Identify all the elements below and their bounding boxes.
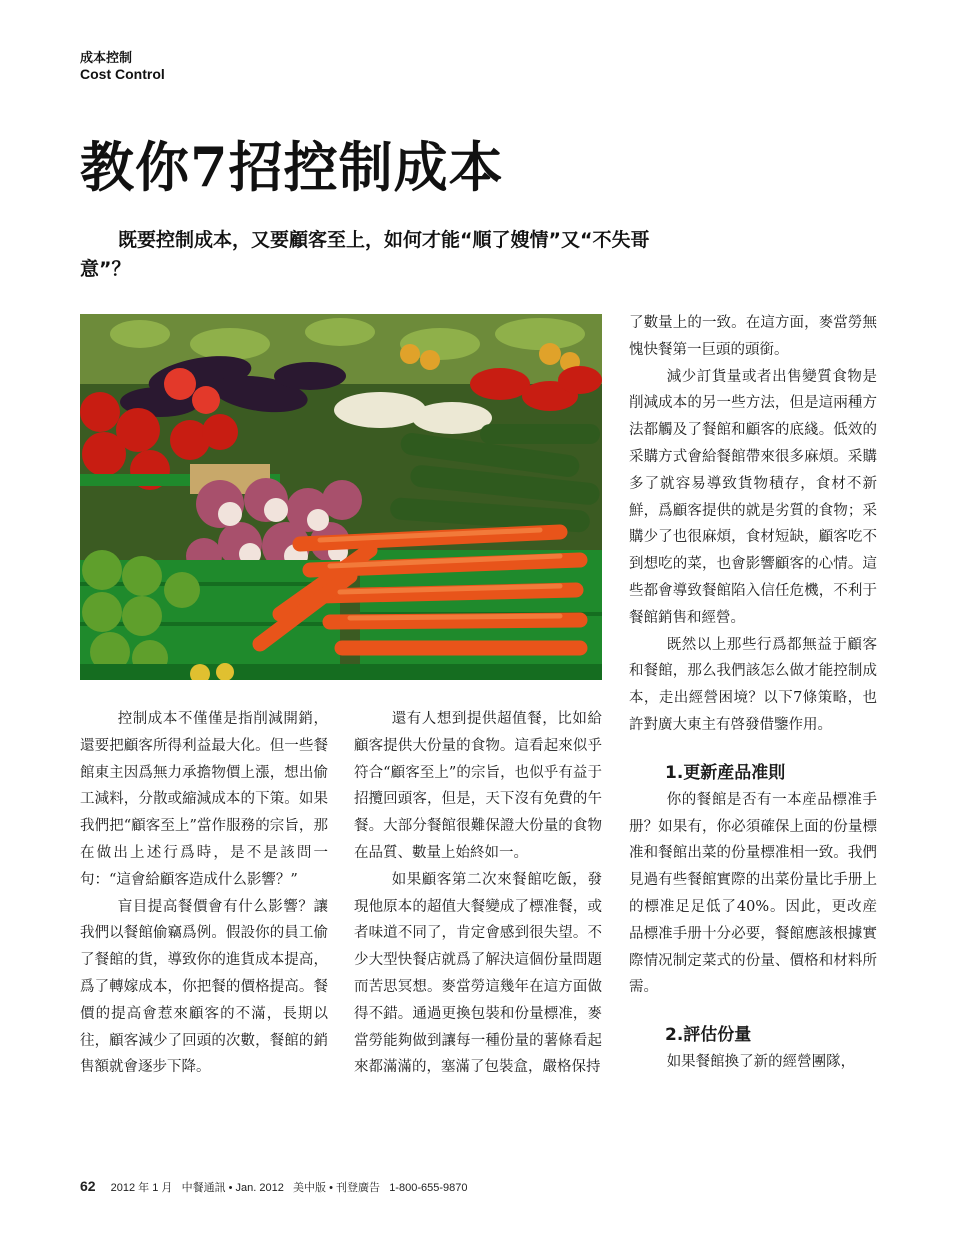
paragraph: 你的餐館是否有一本産品標准手册？如果有，你必須確保上面的份量標准和餐館出菜的份量標准相一致。我們見過有些餐館實際的出菜份量比手册上的標准足足低了40%。因此，更改産品標准手册十分必要，餐館應該根據實際情况制定菜式的份量、價格和材料所需。 <box>629 791 877 996</box>
page-number: 62 <box>80 1178 96 1194</box>
article-subtitle: 既要控制成本，又要顧客至上，如何才能“順了嫂情”又“不失哥意”？ <box>80 229 650 280</box>
spacer <box>629 1001 877 1021</box>
advertising-phone: 1-800-655-9870 <box>389 1182 468 1194</box>
spacer <box>629 739 877 759</box>
body-column-3 <box>629 310 877 1076</box>
section-label-en: Cost Control <box>80 65 165 82</box>
paragraph: 控制成本不僅僅是指削減開銷，還要把顧客所得利益最大化。但一些餐館東主因爲無力承擔物價上漲，想出偷工減料，分散或縮減成本的下策。如果我們把“顧客至上”當作服務的宗旨，那在做出上述行爲時，是不是該問一句：“這會給顧客造成什么影響？” <box>80 711 328 888</box>
produce-photo <box>80 314 602 680</box>
publication-name: 中餐通訊 • Jan. 2012 <box>181 1182 284 1194</box>
paragraph: 了數量上的一致。在這方面，麥當勞無愧快餐第一巨頭的頭銜。 <box>629 315 877 358</box>
section-heading-1: 1.更新産品准則 <box>665 762 786 783</box>
section-tag <box>80 50 165 82</box>
edition-label: 美中版 • 刊登廣告 <box>293 1182 381 1194</box>
produce-photo-illustration <box>80 314 602 680</box>
article-title: 教你7招控制成本 <box>80 135 504 199</box>
section-label-zh: 成本控制 <box>80 50 133 65</box>
body-column-2 <box>354 706 602 1081</box>
paragraph: 還有人想到提供超值餐，比如給顧客提供大份量的食物。這看起來似乎符合“顧客至上”的宗旨，也似乎有益于招攬回頭客，但是，天下沒有免費的午餐。大部分餐館很難保證大份量的食物在品質、數量上始終如一。 <box>354 711 602 861</box>
section-heading-2: 2.評估份量 <box>665 1025 752 1046</box>
paragraph: 如果餐館換了新的經營團隊， <box>666 1054 856 1071</box>
paragraph: 減少訂貨量或者出售變質食物是削減成本的另一些方法，但是這兩種方法都觸及了餐館和顧客的底綫。低效的采購方式會給餐館帶來很多麻煩。采購多了就容易導致貨物積存，食材不新鮮，爲顧客提供的就是劣質的食物；采購少了也很麻煩，食材短缺，顧客吃不到想吃的菜，也會影響顧客的心情。這些都會導致餐館陷入信任危機，不利于餐館銷售和經營。 <box>629 368 877 626</box>
body-column-1 <box>80 706 328 1081</box>
page-footer <box>80 1178 467 1195</box>
paragraph: 如果顧客第二次來餐館吃飯，發現他原本的超值大餐變成了標准餐，或者味道不同了，肯定會感到很失望。不少大型快餐店就爲了解決這個份量問題而苦思冥想。麥當勞這幾年在這方面做得不錯。通過更換包裝和份量標准，麥當勞能夠做到讓每一種份量的薯條看起來都滿滿的，塞滿了包裝盒，嚴格保持 <box>354 871 602 1076</box>
issue-date: 2012 年 1 月 <box>110 1182 173 1194</box>
paragraph: 盲目提高餐價會有什么影響？讓我們以餐館偷竊爲例。假設你的員工偷了餐館的貨，導致你的進貨成本提高，爲了轉嫁成本，你把餐的價格提高。餐價的提高會惹來顧客的不滿，長期以往，顧客減少了回頭的次數，餐館的銷售額就會逐步下降。 <box>80 898 328 1076</box>
paragraph: 既然以上那些行爲都無益于顧客和餐館，那么我們該怎么做才能控制成本，走出經營困境？以下7條策略，也許對廣大東主有啓發借鑒作用。 <box>629 636 877 733</box>
